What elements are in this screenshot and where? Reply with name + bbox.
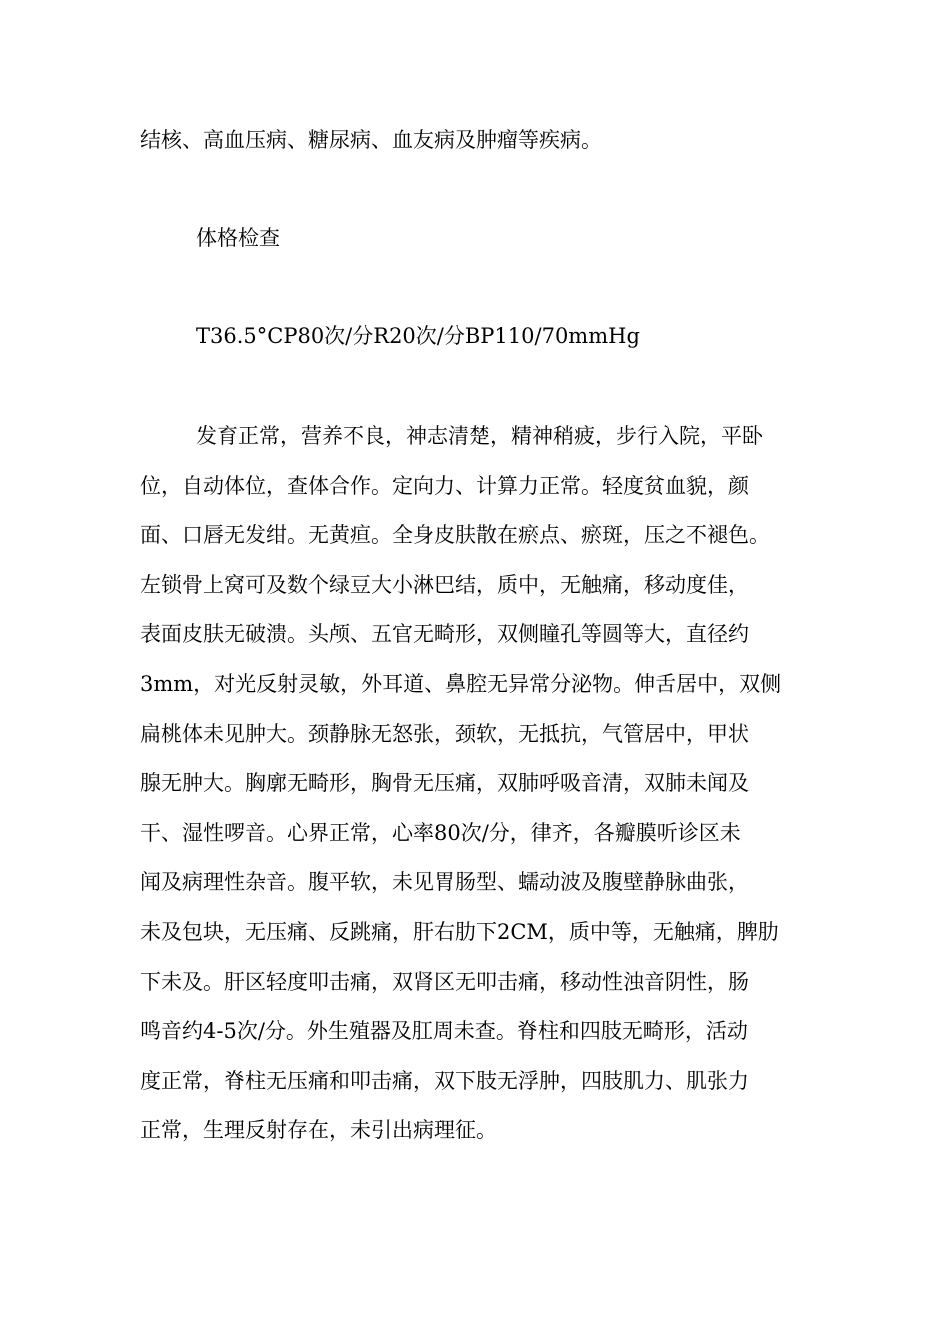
- paragraph-line: 未及包块，无压痛、反跳痛，肝右肋下2CM，质中等，无触痛，脾肋: [140, 919, 779, 944]
- paragraph-line: 正常，生理反射存在，未引出病理征。: [140, 1118, 497, 1143]
- paragraph-line: 发育正常，营养不良，神志清楚，精神稍疲，步行入院，平卧: [196, 424, 763, 448]
- paragraph-line: 鸣音约4-5次/分。外生殖器及肛周未查。脊柱和四肢无畸形，活动: [140, 1019, 748, 1044]
- exam-paragraph: [140, 412, 820, 1156]
- paragraph-line: 位，自动体位，查体合作。定向力、计算力正常。轻度贫血貌，颜: [140, 473, 749, 498]
- paragraph-line: 闻及病理性杂音。腹平软，未见胃肠型、蠕动波及腹壁静脉曲张，: [140, 870, 749, 895]
- vitals-line: T36.5°CP80次/分R20次/分BP110/70mmHg: [196, 324, 640, 348]
- paragraph-line: 扁桃体未见肿大。颈静脉无怒张，颈软，无抵抗，气管居中，甲状: [140, 721, 749, 746]
- paragraph-line: 度正常，脊柱无压痛和叩击痛，双下肢无浮肿，四肢肌力、肌张力: [140, 1068, 749, 1093]
- paragraph-line: 下未及。肝区轻度叩击痛，双肾区无叩击痛，移动性浊音阴性，肠: [140, 969, 749, 994]
- section-heading: 体格检查: [196, 226, 280, 250]
- paragraph-line: 干、湿性啰音。心界正常，心率80次/分，律齐，各瓣膜听诊区未: [140, 820, 741, 845]
- paragraph-line: 3mm，对光反射灵敏，外耳道、鼻腔无异常分泌物。伸舌居中，双侧: [140, 671, 782, 696]
- paragraph-line: 左锁骨上窝可及数个绿豆大小淋巴结，质中，无触痛，移动度佳，: [140, 572, 749, 597]
- paragraph-line: 表面皮肤无破溃。头颅、五官无畸形，双侧瞳孔等圆等大，直径约: [140, 622, 749, 647]
- paragraph-line: 面、口唇无发绀。无黄疸。全身皮肤散在瘀点、瘀斑，压之不褪色。: [140, 523, 770, 548]
- paragraph-line: 腺无肿大。胸廓无畸形，胸骨无压痛，双肺呼吸音清，双肺未闻及: [140, 771, 749, 796]
- continuation-line: 结核、高血压病、糖尿病、血友病及肿瘤等疾病。: [140, 128, 602, 152]
